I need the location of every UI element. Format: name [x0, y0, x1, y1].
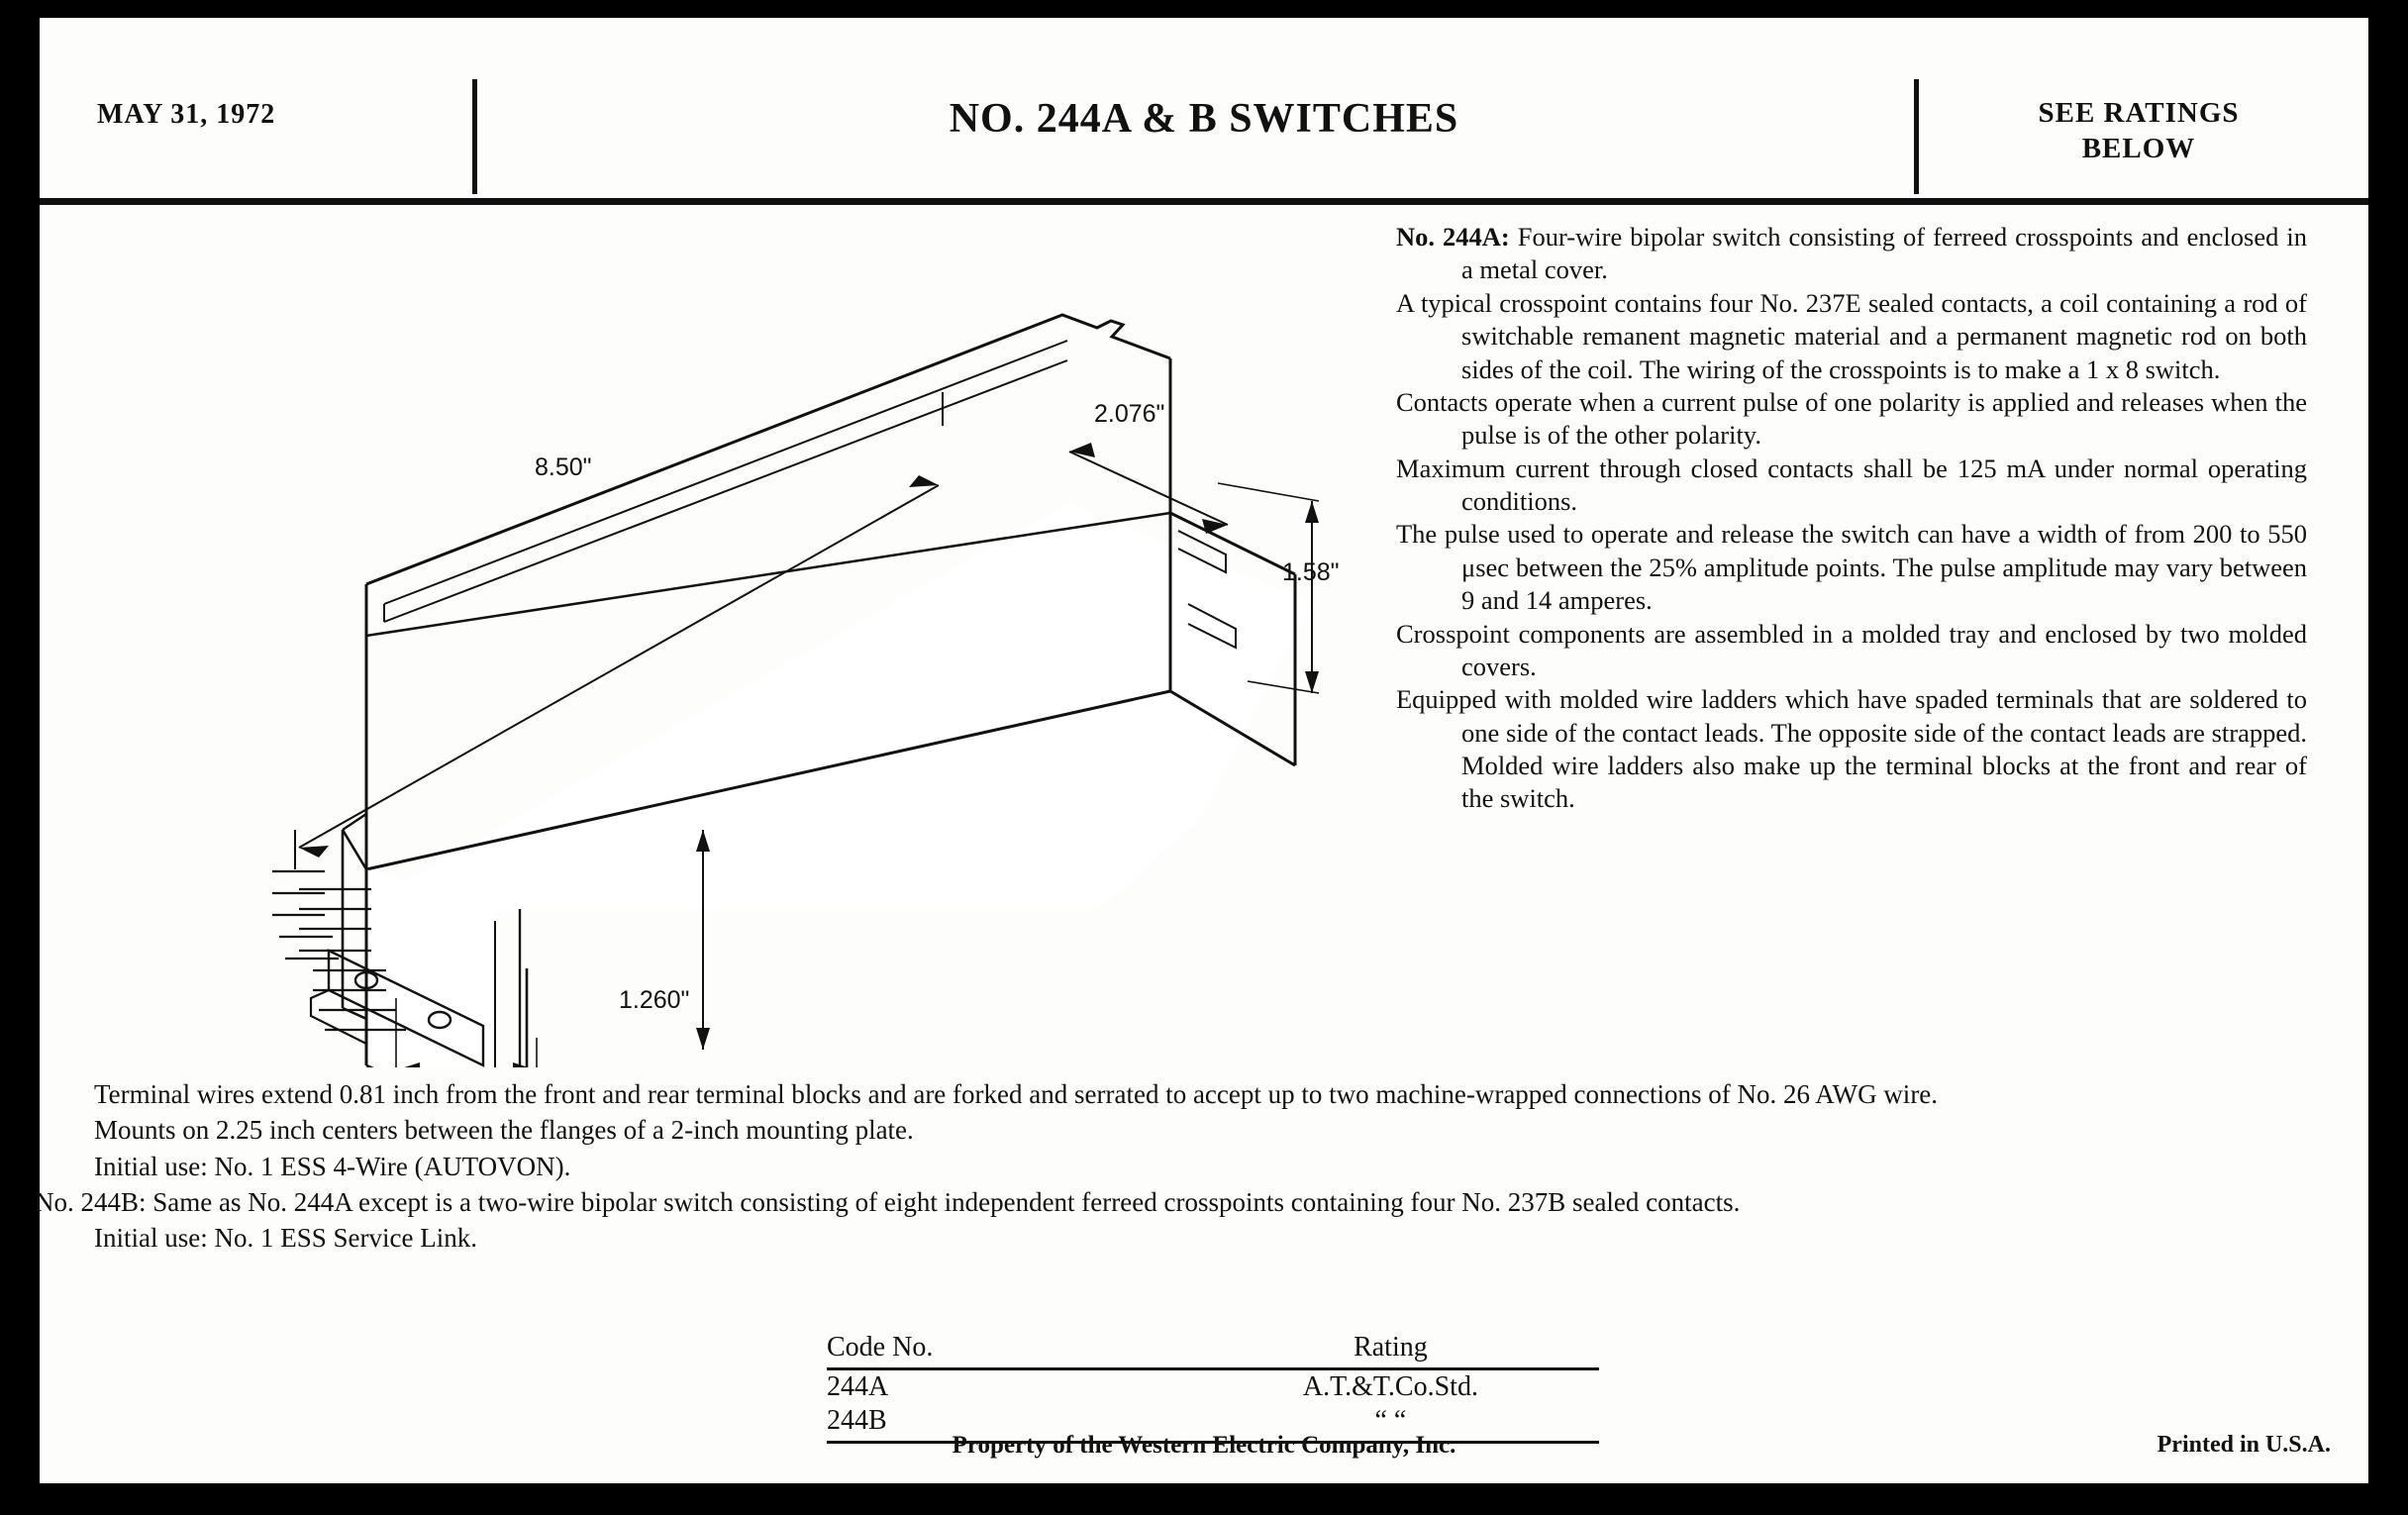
bottom-note-1 [94, 1113, 2322, 1147]
bottom-notes [35, 1077, 2322, 1257]
spec-item-6 [1396, 683, 2307, 816]
bottom-note-text-3: No. 244B: Same as No. 244A except is a two-wire bipolar switch consisting of eight independent ferreed crosspoints containing four No. 237B sealed contacts. [35, 1186, 1741, 1217]
spec-text-0 [1396, 221, 2307, 287]
header-rule [40, 198, 2368, 205]
table-header-row [827, 1330, 1599, 1369]
specifications-list [1396, 221, 2307, 816]
bottom-note-text-1: Mounts on 2.25 inch centers between the flanges of a 2-inch mounting plate. [94, 1115, 914, 1146]
table-cell-rating-1: “ “ [1182, 1404, 1599, 1443]
bottom-note-text-2: Initial use: No. 1 ESS 4-Wire (AUTOVON). [94, 1151, 571, 1181]
spec-text-5: Crosspoint components are assembled in a molded tray and enclosed by two molded covers. [1396, 618, 2307, 681]
bottom-note-text-0: Terminal wires extend 0.81 inch from the front and rear terminal blocks and are forked and serrated to accept up to two machine-wrapped connections of No. 26 AWG wire. [94, 1079, 1939, 1109]
page-header [40, 18, 2368, 166]
footer-property-notice: Property of the Western Electric Company, Inc. [952, 1432, 1456, 1459]
table-header-rating: Rating [1182, 1330, 1599, 1369]
spec-item-1 [1396, 287, 2307, 386]
header-ratings-note-line1: SEE RATINGS [2038, 97, 2240, 129]
spec-item-5 [1396, 618, 2307, 684]
footer-printed-notice: Printed in U.S.A. [2157, 1432, 2331, 1458]
spec-text-3: Maximum current through closed contacts shall be 125 mA under normal operating conditions. [1396, 453, 2307, 516]
table-cell-code-1: 244B [827, 1404, 1182, 1443]
bottom-note-4 [94, 1221, 2322, 1255]
spec-item-4 [1396, 518, 2307, 617]
dimension-label-depth: 2.076" [1094, 400, 1165, 428]
table-header-code: Code No. [827, 1330, 1182, 1369]
header-ratings-note [1931, 95, 2347, 167]
spec-item-3 [1396, 453, 2307, 519]
bottom-note-3 [35, 1185, 2322, 1219]
header-ratings-note-line2: BELOW [2081, 133, 2196, 165]
spec-text-1: A typical crosspoint contains four No. 237E sealed contacts, a coil containing a rod of switchable remanent magnetic material and a permanent magnetic rod on both sides of the coil. The wiring of the crosspoints is to make a 1 x 8 switch. [1396, 287, 2307, 384]
spec-item-2 [1396, 386, 2307, 453]
bottom-note-0 [94, 1077, 2322, 1111]
bottom-note-text-4: Initial use: No. 1 ESS Service Link. [94, 1223, 477, 1254]
ratings-table-element [827, 1330, 1599, 1444]
page-title: NO. 244A & B SWITCHES [949, 96, 1459, 142]
spec-item-0 [1396, 221, 2307, 287]
spec-body-0: Four-wire bipolar switch consisting of ferreed crosspoints and enclosed in a metal cover. [1461, 222, 2307, 285]
table-row [827, 1369, 1599, 1405]
drawing-svg [69, 216, 1406, 1067]
header-date: MAY 31, 1972 [97, 99, 276, 130]
spec-lead-0: No. 244A: [1396, 222, 1510, 252]
spec-text-4: The pulse used to operate and release the switch can have a width of from 200 to 550 μsec between the 25% amplitude points. The pulse amplitude may vary between 9 and 14 amperes. [1396, 519, 2307, 616]
dimension-label-length: 8.50" [535, 454, 592, 481]
document-page [35, 18, 2368, 1483]
table-cell-rating-0: A.T.&T.Co.Std. [1302, 1371, 1478, 1402]
dimension-label-height: 1.58" [1282, 558, 1340, 586]
table-cell-code-0: 244A [827, 1371, 889, 1402]
header-divider-right [1914, 79, 1919, 194]
switch-isometric-drawing [69, 216, 1406, 1067]
bottom-note-2 [94, 1150, 2322, 1183]
spec-text-2: Contacts operate when a current pulse of one polarity is applied and releases when the pulse is of the other polarity. [1396, 386, 2307, 451]
spec-text-6: Equipped with molded wire ladders which have spaded terminals that are soldered to one side of the contact leads. The opposite side of the contact leads are strapped. Molded wire ladders also make up the terminal blocks at the front and rear of the switch. [1396, 684, 2307, 814]
ratings-table [827, 1330, 1599, 1444]
dimension-label-front-height: 1.260" [619, 986, 690, 1014]
